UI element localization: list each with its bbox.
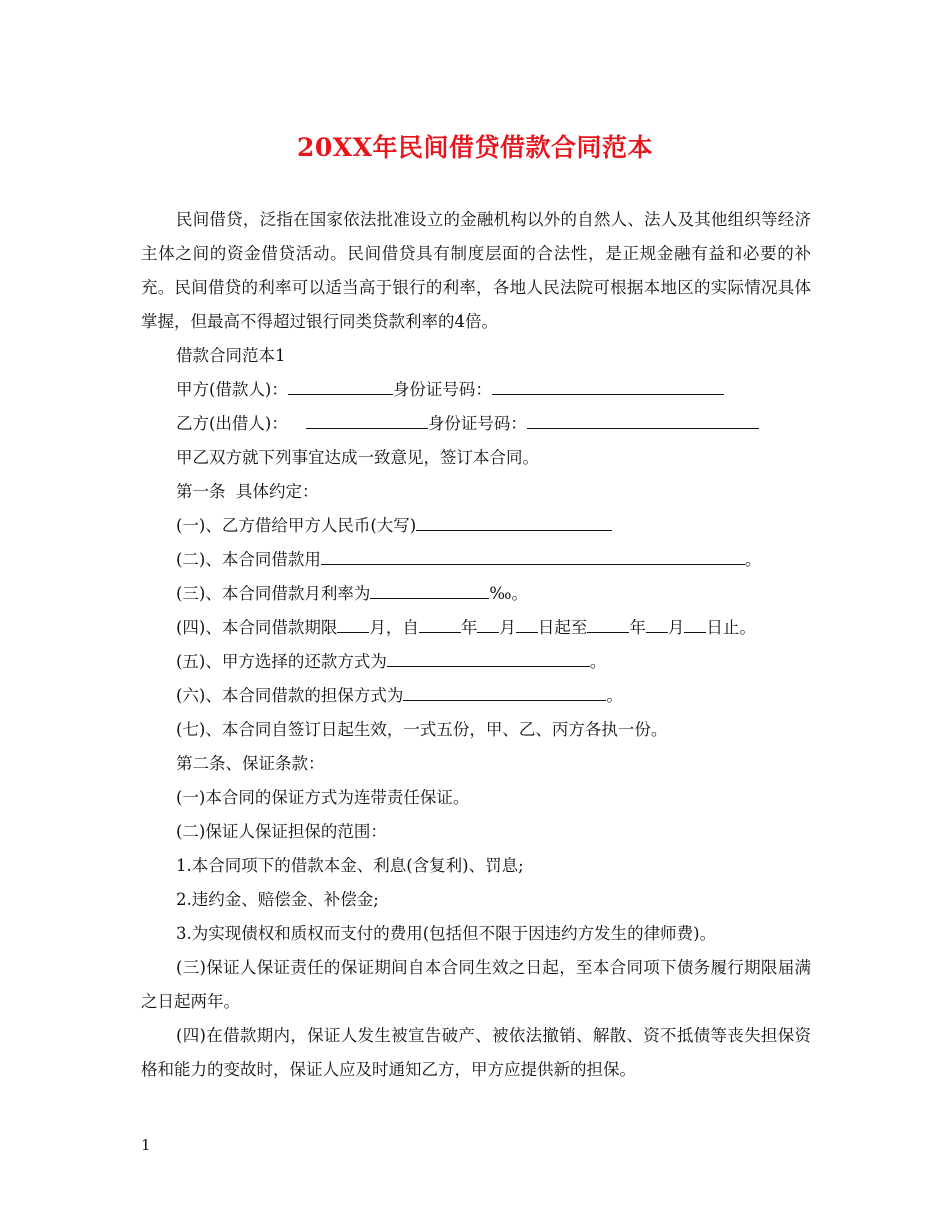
end-year-blank[interactable] — [587, 614, 629, 633]
guarantee-2-1: 1.本合同项下的借款本金、利息(含复利)、罚息; — [176, 856, 524, 875]
item-1 — [141, 509, 811, 543]
item-4-year-label: 年 — [460, 618, 478, 637]
item-3 — [141, 577, 811, 611]
amount-blank[interactable] — [416, 512, 612, 531]
article-1-heading: 第一条 具体约定： — [176, 482, 319, 501]
item-6-period: 。 — [606, 686, 623, 705]
party-b-name-blank[interactable] — [306, 410, 428, 429]
item-7: (七)、本合同自签订日起生效，一式五份，甲、乙、丙方各执一份。 — [176, 720, 668, 739]
item-4-end-label: 日止。 — [706, 618, 756, 637]
item-3-text: (三)、本合同借款月利率为 — [176, 584, 371, 603]
item-4-text: (四)、本合同借款期限 — [176, 618, 338, 637]
start-month-blank[interactable] — [477, 614, 499, 633]
intro-paragraph: 民间借贷，泛指在国家依法批准设立的金融机构以外的自然人、法人及其他组织等经济主体之间的资金借贷活动。民间借贷具有制度层面的合法性，是正规金融有益和必要的补充。民间借贷的利率可以适当高于银行的利率，各地人民法院可根据本地区的实际情况具体掌握，但最高不得超过银行同类贷款利率的4倍。 — [141, 210, 811, 331]
start-day-blank[interactable] — [516, 614, 538, 633]
item-1-text: (一)、乙方借给甲方人民币(大写) — [176, 516, 417, 535]
document-body — [141, 203, 811, 1087]
party-b-id-label: 身份证号码： — [427, 414, 527, 433]
item-4-month-label: 月，自 — [369, 618, 419, 637]
guarantee-2: (二)保证人保证担保的范围： — [176, 822, 387, 841]
item-4-month3-label: 月 — [667, 618, 685, 637]
item-5-text: (五)、甲方选择的还款方式为 — [176, 652, 387, 671]
item-4-from-label: 日起至 — [537, 618, 588, 637]
item-4-year2-label: 年 — [629, 618, 646, 637]
start-year-blank[interactable] — [419, 614, 461, 633]
item-5 — [141, 645, 811, 679]
document-title: 20XX年民间借贷借款合同范本 — [296, 133, 654, 162]
sample-heading: 借款合同范本1 — [176, 346, 286, 365]
party-b-id-blank[interactable] — [527, 410, 759, 429]
guarantee-blank[interactable] — [403, 682, 606, 701]
item-6-text: (六)、本合同借款的担保方式为 — [176, 686, 404, 705]
party-a-id-label: 身份证号码： — [392, 380, 492, 399]
repayment-blank[interactable] — [387, 648, 590, 667]
item-4 — [141, 611, 811, 645]
party-b-line — [141, 407, 811, 441]
article-2-heading: 第二条、保证条款： — [176, 754, 325, 773]
party-a-name-blank[interactable] — [288, 376, 393, 395]
party-b-label: 乙方(出借人)： — [176, 414, 288, 433]
end-month-blank[interactable] — [646, 614, 668, 633]
end-day-blank[interactable] — [684, 614, 706, 633]
term-month-blank[interactable] — [337, 614, 369, 633]
guarantee-3: (三)保证人保证责任的保证期间自本合同生效之日起，至本合同项下债务履行期限届满之日起两年。 — [141, 958, 811, 1011]
guarantee-2-3: 3.为实现债权和质权而支付的费用(包括但不限于因违约方发生的律师费)。 — [176, 924, 717, 943]
agreement-line: 甲乙双方就下列事宜达成一致意见，签订本合同。 — [176, 448, 539, 467]
page-number: 1 — [141, 1136, 151, 1154]
item-2 — [141, 543, 811, 577]
purpose-blank[interactable] — [321, 546, 745, 565]
guarantee-1: (一)本合同的保证方式为连带责任保证。 — [176, 788, 470, 807]
party-a-label: 甲方(借款人)： — [176, 380, 288, 399]
item-6 — [141, 679, 811, 713]
guarantee-4: (四)在借款期内，保证人发生被宣告破产、被依法撤销、解散、资不抵债等丧失担保资格和能力的变故时，保证人应及时通知乙方，甲方应提供新的担保。 — [141, 1026, 811, 1079]
item-3-unit: ‰。 — [489, 584, 529, 603]
guarantee-2-2: 2.违约金、赔偿金、补偿金; — [176, 890, 379, 909]
rate-blank[interactable] — [370, 580, 489, 599]
item-2-text: (二)、本合同借款用 — [176, 550, 321, 569]
party-a-id-blank[interactable] — [492, 376, 724, 395]
item-4-month2-label: 月 — [499, 618, 516, 637]
item-2-period: 。 — [744, 550, 762, 569]
item-5-period: 。 — [589, 652, 607, 671]
party-a-line — [141, 373, 811, 407]
